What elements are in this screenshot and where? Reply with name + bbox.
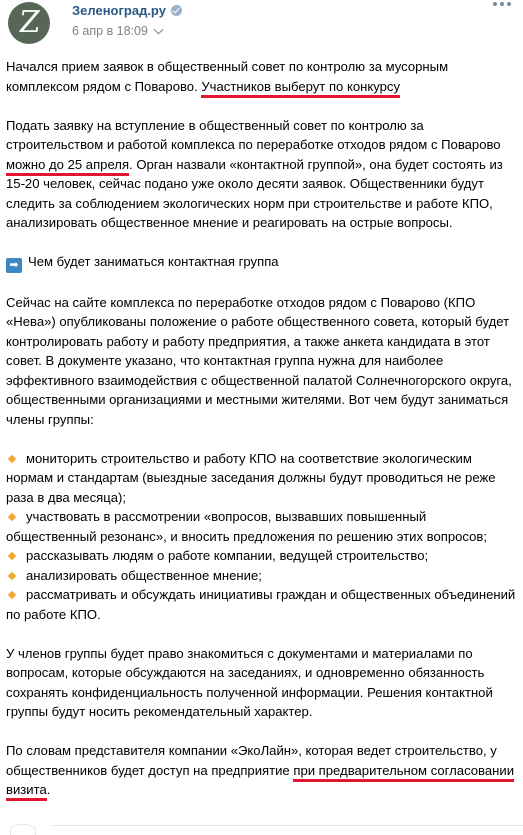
reaction-icon: [10, 824, 36, 835]
post-body: [6, 57, 518, 819]
list-item: [6, 546, 518, 566]
post-date-label[interactable]: 6 апр в 18:09: [72, 24, 148, 38]
list-item: [6, 449, 518, 508]
chevron-down-icon[interactable]: [154, 24, 164, 34]
p5-text-a: По словам представителя компании «ЭкоЛайн», которая ведет строительство, у общественников будет доступ на предприятие: [6, 743, 497, 778]
divider-line: [52, 825, 523, 826]
list-item-text: рассказывать людям о работе компании, ведущей строительство;: [26, 548, 429, 563]
avatar-logo-letter: Z: [16, 5, 42, 40]
list-item-text: участвовать в рассмотрении «вопросов, вызвавших повышенный общественный резонанс», и вносить предложения по решению этих вопросов;: [6, 509, 487, 544]
list-item: [6, 585, 518, 624]
bullet-list: [6, 449, 518, 625]
list-item: [6, 507, 518, 546]
right-arrow-emoji-icon: ➡: [6, 258, 22, 273]
list-item-text: анализировать общественное мнение;: [26, 567, 262, 583]
section-heading-text: Чем будет заниматься контактная группа: [28, 254, 279, 269]
p2-underlined-text: можно до 25 апреля: [6, 157, 129, 176]
post-header: [0, 0, 523, 48]
section-heading: [6, 252, 518, 273]
list-item-text: мониторить строительство и работу КПО на соответствие экологическим нормам и стандартам (выездные заседания должны будут проводиться не реже раза в два месяца);: [6, 450, 496, 505]
author-name[interactable]: [72, 3, 182, 18]
author-name-label[interactable]: Зеленоград.ру: [72, 3, 166, 18]
list-item-text: рассматривать и обсуждать инициативы граждан и общественных объединений по работе КПО.: [6, 587, 516, 622]
p5-text-b: .: [46, 782, 51, 797]
orange-diamond-icon: [8, 513, 16, 521]
verified-check-icon: [171, 5, 182, 16]
list-item: [6, 566, 518, 586]
paragraph-4: У членов группы будет право знакомиться с документами и материалами по вопросам, которые обсуждаются на заседаниях, и одновременно обязанность сохранять конфиденциальность полученной информации. Решения контактной группы будут носить рекомендательный характер.: [6, 645, 493, 719]
p2-text-b: . Орган назвали «контактной группой», она будет состоять из 15-20 человек, сейчас подано уже около десяти заявок. Общественники будут следить за соблюдением экологических норм при строительстве и работе КПО, анализировать общественное мнение и реагировать на острые вопросы.: [6, 156, 503, 230]
paragraph-2: [6, 116, 518, 233]
post-date[interactable]: [72, 24, 162, 38]
orange-diamond-icon: [8, 552, 16, 560]
paragraph-3: Сейчас на сайте комплекса по переработке отходов рядом с Поварово (КПО «Нева») опубликованы положение о работе общественного совета, который будет контролировать работу и работу предприятия, а также анкета кандидата в этот совет. В документе указано, что контактная группа нужна для наиболее эффективного взаимодействия с общественной палатой Солнечногорского округа, общественными организациями и местными жителями. Вот чем будут заниматься члены группы:: [6, 294, 512, 427]
orange-diamond-icon: [8, 571, 16, 579]
p2-text-a: Подать заявку на вступление в общественный совет по контролю за строительством и работой комплекса по переработке отходов рядом с Поварово: [6, 117, 501, 152]
p1-text: Начался прием заявок в общественный совет по контролю за мусорным комплексом рядом с Поварово.: [6, 59, 449, 94]
orange-diamond-icon: [8, 454, 16, 462]
post-footer-divider: [0, 820, 523, 829]
paragraph-1: [6, 57, 518, 96]
avatar[interactable]: [8, 2, 50, 44]
orange-diamond-icon: [8, 591, 16, 599]
p1-underlined-text: Участников выберут по конкурсу: [201, 79, 400, 98]
p5-underlined-text: при предварительном согласовании визита: [6, 763, 514, 802]
more-dots-icon[interactable]: [493, 2, 511, 6]
paragraph-5: [6, 741, 518, 800]
